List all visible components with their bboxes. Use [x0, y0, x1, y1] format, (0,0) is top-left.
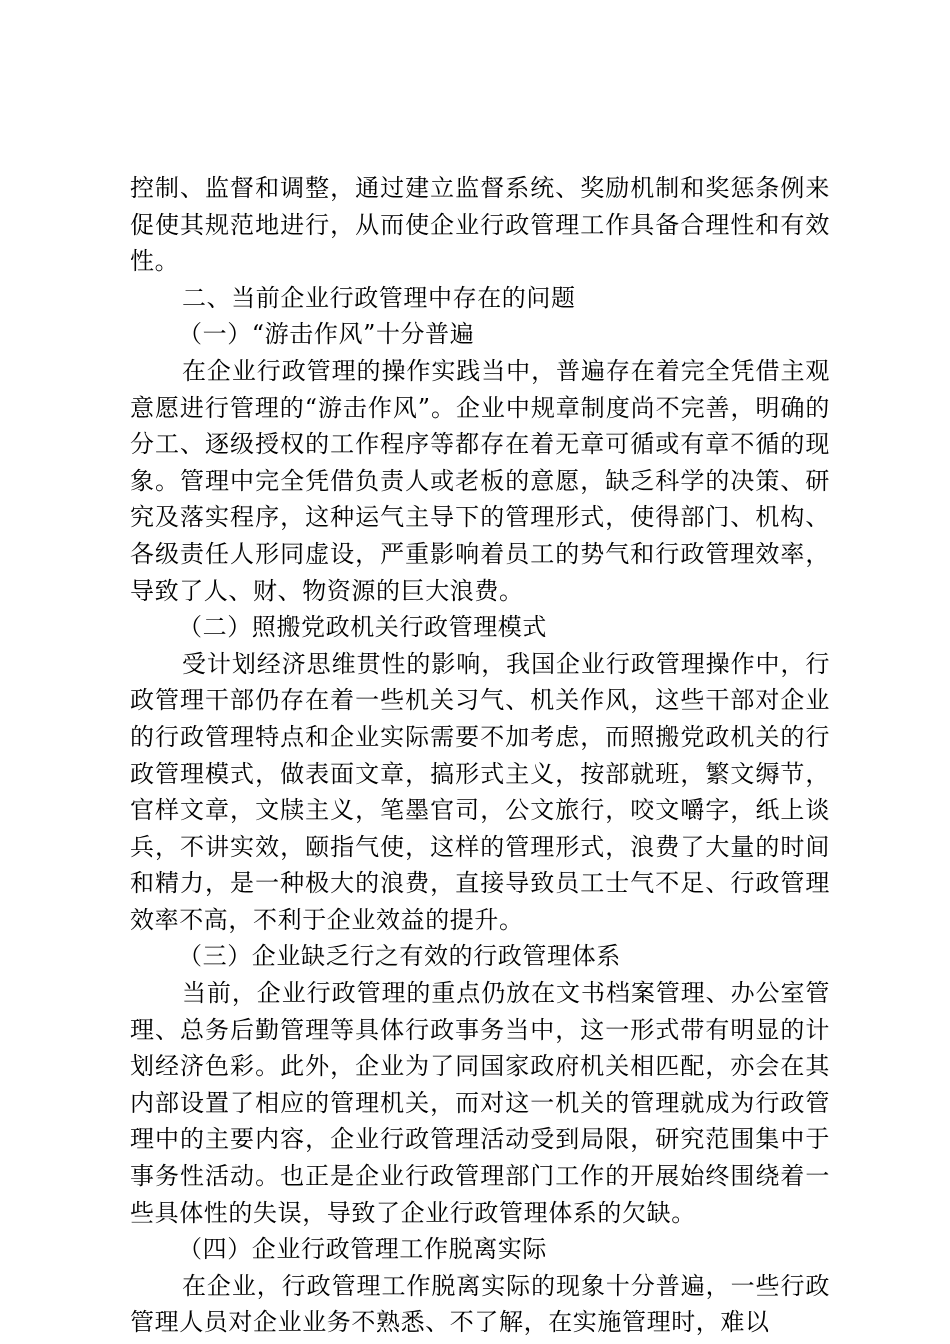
subsection-heading-4: （四）企业行政管理工作脱离实际	[178, 1235, 547, 1264]
subsection-heading-3: （三）企业缺乏行之有效的行政管理体系	[178, 942, 621, 971]
paragraph-detached-from-reality: 在企业，行政管理工作脱离实际的现象十分普遍，一些行政管理人员对企业业务不熟悉、不了解，在实施管理时，难以	[130, 1271, 830, 1337]
paragraph-lack-system: 当前，企业行政管理的重点仍放在文书档案管理、办公室管理、总务后勤管理等具体行政事务当中，这一形式带有明显的计划经济色彩。此外，企业为了同国家政府机关相匹配，亦会在其内部设置了相应的管理机关，而对这一机关的管理就成为行政管理中的主要内容，企业行政管理活动受到局限，研究范围集中于事务性活动。也正是企业行政管理部门工作的开展始终围绕着一些具体性的失误，导致了企业行政管理体系的欠缺。	[130, 979, 830, 1227]
section-heading-2: 二、当前企业行政管理中存在的问题	[182, 283, 576, 312]
paragraph-guerrilla-style: 在企业行政管理的操作实践当中，普遍存在着完全凭借主观意愿进行管理的“游击作风”。企业中规章制度尚不完善，明确的分工、逐级授权的工作程序等都存在着无章可循或有章不循的现象。管理中完全凭借负责人或老板的意愿，缺乏科学的决策、研究及落实程序，这种运气主导下的管理形式，使得部门、机构、各级责任人形同虚设，严重影响着员工的势气和行政管理效率，导致了人、财、物资源的巨大浪费。	[130, 356, 830, 605]
paragraph-copy-party-model: 受计划经济思维贯性的影响，我国企业行政管理操作中，行政管理干部仍存在着一些机关习气、机关作风，这些干部对企业的行政管理特点和企业实际需要不加考虑，而照搬党政机关的行政管理模式，做表面文章，搞形式主义，按部就班，繁文缛节，官样文章，文牍主义，笔墨官司，公文旅行，咬文嚼字，纸上谈兵，不讲实效，颐指气使，这样的管理形式，浪费了大量的时间和精力，是一种极大的浪费，直接导致员工士气不足、行政管理效率不高，不利于企业效益的提升。	[130, 649, 830, 934]
subsection-heading-1: （一）“游击作风”十分普遍	[178, 320, 475, 349]
subsection-heading-2: （二）照搬党政机关行政管理模式	[178, 613, 547, 642]
paragraph-continuation: 控制、监督和调整，通过建立监督系统、奖励机制和奖惩条例来促使其规范地进行，从而使企业行政管理工作具备合理性和有效性。	[130, 174, 830, 276]
document-page	[130, 170, 830, 1341]
